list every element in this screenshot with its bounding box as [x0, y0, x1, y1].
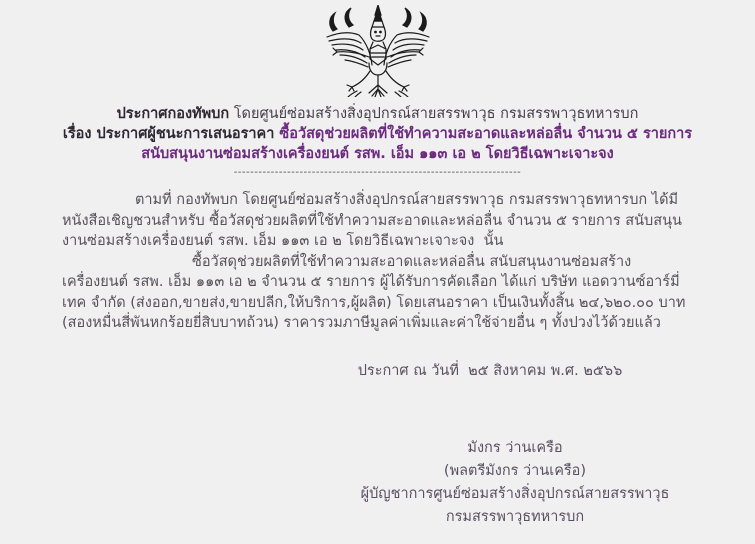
divider-dashes: ---------------------------------------------------------------------- — [233, 167, 522, 178]
title-line-3 — [0, 144, 755, 164]
document-title-block — [0, 104, 755, 179]
signature-name-full: (พลตรีมังกร ว่านเครือ) — [443, 462, 587, 479]
body-paragraph-1: ตามที่ กองทัพบก โดยศูนย์ซ่อมสร้างสิ่งอุปกรณ์สายสรรพาวุธ กรมสรรพาวุธทหารบก ได้มีหนังสือเชิญชวนสำหรับ ซื้อวัสดุช่วยผลิตที่ใช้ทำความสะอาดและหล่อลื่น จำนวน ๕ รายการ สนับสนุนงานซ่อมสร้างเครื่องยนต์ รสพ. เอ็ม ๑๑๓ เอ ๒ โดยวิธีเฉพาะเจาะจง นั้น — [62, 192, 682, 249]
title-org-bold: ประกาศกองทัพบก — [116, 106, 230, 122]
body-paragraph-2: ซื้อวัสดุช่วยผลิตที่ใช้ทำความสะอาดและหล่อลื่น สนับสนุนงานซ่อมสร้างเครื่องยนต์ รสพ. เอ็ม ๑๑๓ เอ ๒ จำนวน ๕ รายการ ผู้ได้รับการคัดเลือก ได้แก่ บริษัท แอดวานซ์อาร์มี่เทค จำกัด (ส่งออก,ขายส่ง,ขายปลีก,ให้บริการ,ผู้ผลิต) โดยเสนอราคา เป็นเงินทั้งสิ้น ๒๔,๖๒๐.๐๐ บาท (สองหมื่นสี่พันหกร้อยยี่สิบบาทถ้วน) ราคารวมภาษีมูลค่าเพิ่มและค่าใช้จ่ายอื่น ๆ ทั้งปวงไว้ด้วยแล้ว — [62, 253, 686, 331]
subject-highlight-line2: สนับสนุนงานซ่อมสร้างเครื่องยนต์ รสพ. เอ็ม ๑๑๓ เอ ๒ โดยวิธีเฉพาะเจาะจง — [141, 146, 614, 162]
subject-highlight: ซื้อวัสดุช่วยผลิตที่ใช้ทำความสะอาดและหล่อลื่น จำนวน ๕ รายการ — [279, 126, 693, 142]
signature-name: มังกร ว่านเครือ — [467, 439, 563, 456]
document-body — [62, 190, 693, 334]
signature-block — [300, 437, 730, 529]
garuda-emblem-icon — [322, 5, 434, 97]
title-org-rest: โดยศูนย์ซ่อมสร้างสิ่งอุปกรณ์สายสรรพาวุธ กรมสรรพาวุธทหารบก — [229, 106, 639, 122]
signature-title-2: กรมสรรพาวุธทหารบก — [445, 508, 585, 525]
title-line-2 — [0, 124, 755, 144]
announcement-date-line: ประกาศ ณ วันที่ ๒๕ สิงหาคม พ.ศ. ๒๕๖๖ — [357, 362, 623, 379]
title-line-1 — [0, 104, 755, 124]
subject-prefix: เรื่อง ประกาศผู้ชนะการเสนอราคา — [62, 126, 280, 142]
signature-title-1: ผู้บัญชาการศูนย์ซ่อมสร้างสิ่งอุปกรณ์สายสรรพาวุธ — [360, 485, 670, 502]
